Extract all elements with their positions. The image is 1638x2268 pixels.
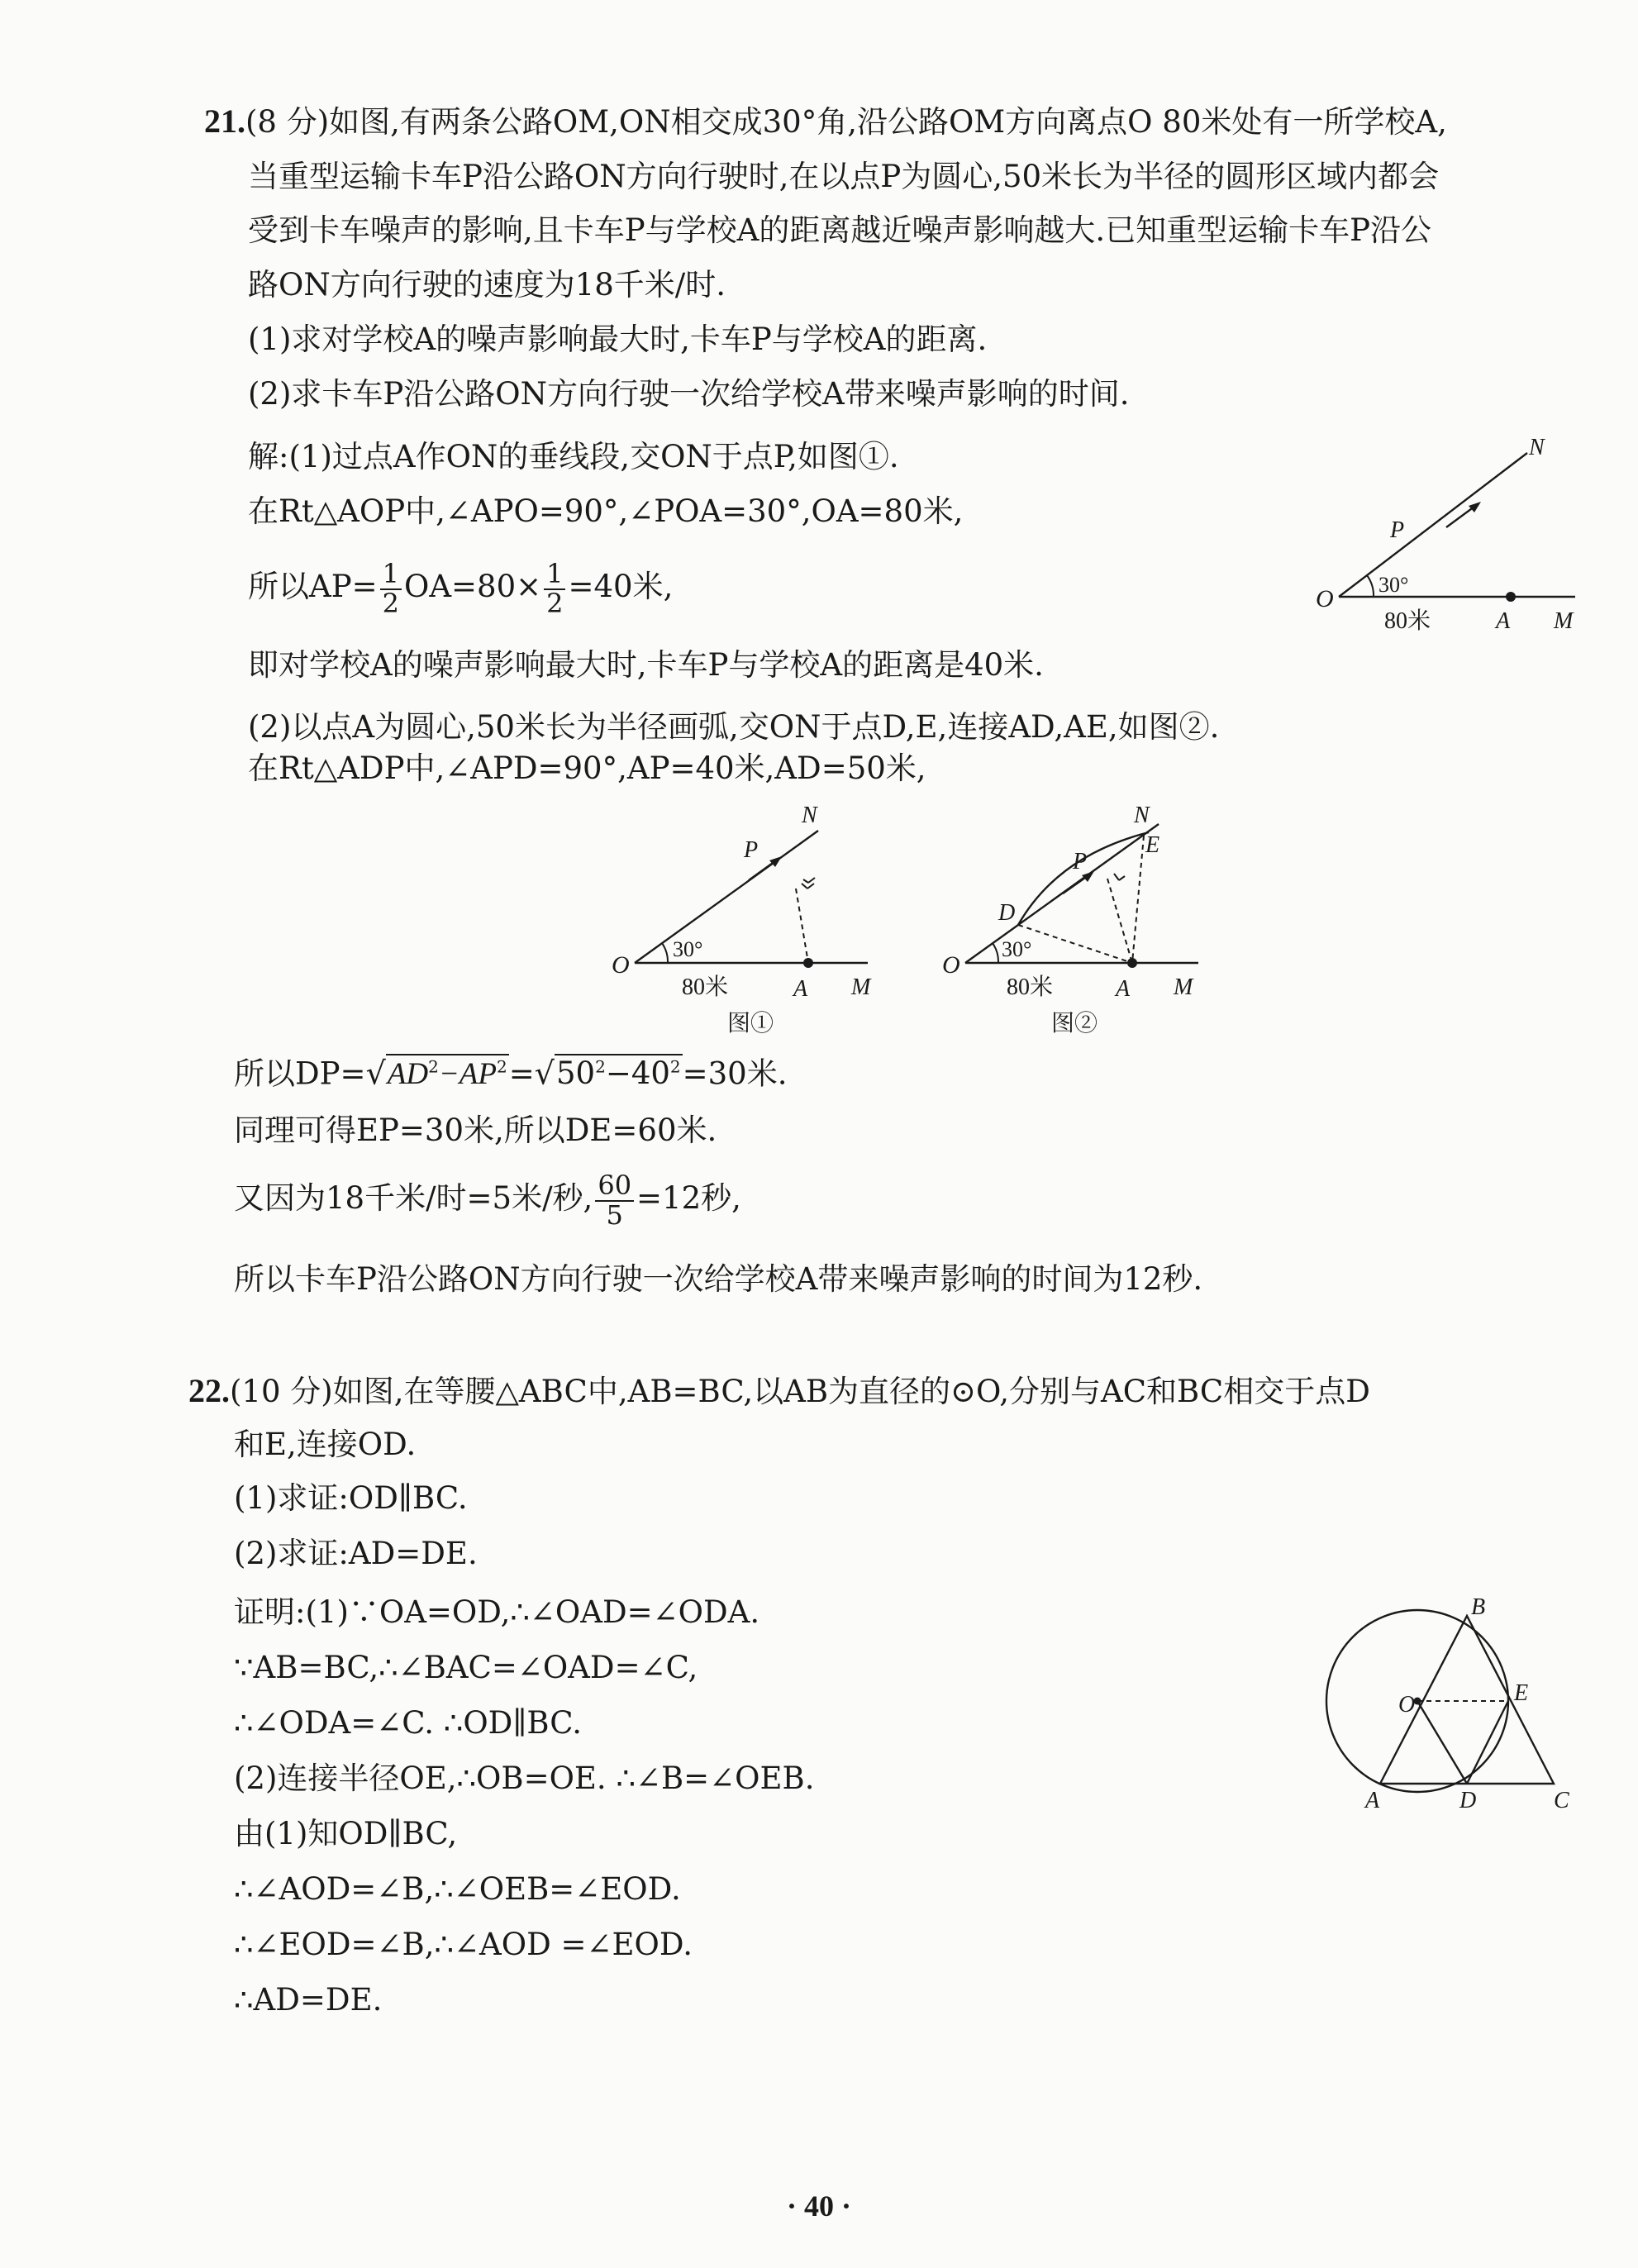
q22-sub-1: (1)求证:OD∥BC.: [234, 1480, 468, 1516]
svg-text:M: M: [1174, 974, 1193, 1000]
caption-2: 图②: [1051, 1011, 1098, 1036]
q22-stem-2: 和E,连接OD.: [234, 1427, 417, 1462]
q22-number: 22.: [188, 1372, 230, 1409]
q21-figures: [595, 798, 1223, 1046]
q21-figure-top: [1306, 430, 1587, 636]
label-p: P: [1390, 517, 1405, 543]
q22-proof-8: ∴AD=DE.: [234, 1982, 383, 2018]
svg-text:D: D: [998, 900, 1016, 926]
svg-text:O: O: [942, 951, 960, 979]
q21-sol-7: 所以$DP=√AD^2-AP^2=√50^2-40^2=30$米.: [234, 1055, 788, 1092]
svg-text:M: M: [851, 974, 871, 1000]
q22-stem-1: 如图,在等腰△ABC中,AB=BC,以AB为直径的⊙O,分别与AC和BC相交于点D: [332, 1374, 1370, 1409]
svg-text:80米: 80米: [1007, 974, 1054, 1000]
svg-text:A: A: [1116, 976, 1131, 1002]
label-n: N: [1529, 435, 1545, 460]
svg-text:30°: 30°: [673, 937, 703, 961]
q22-proof-4: (2)连接半径OE,∴OB=OE. ∴∠B=∠OEB.: [234, 1761, 815, 1796]
label-a: A: [1496, 608, 1511, 634]
label-c: C: [1554, 1788, 1569, 1813]
fraction-60-5: $\frac{60}{5}$: [595, 1172, 634, 1229]
q22-figure: [1322, 1591, 1603, 1814]
figure-2: [942, 803, 1198, 1036]
q21-stem-3: 受到卡车噪声的影响,且卡车P与学校A的距离越近噪声影响越大.已知重型运输卡车P沿公: [248, 212, 1432, 248]
caption-1: 图①: [727, 1011, 774, 1036]
q21-sol-2: 在Rt△AOP中,∠APO=90°,∠POA=30°,OA=80米,: [248, 493, 964, 529]
q22-proof-2: ∵AB=BC,∴∠BAC=∠OAD=∠C,: [234, 1650, 698, 1685]
q21-sol-9: 又因为18千米/时=5米/秒, $\frac{60}{5}$ =12秒,: [234, 1170, 741, 1231]
q22-proof-5: 由(1)知OD∥BC,: [234, 1816, 458, 1851]
q21-sol-3: [248, 560, 673, 617]
q21-number: 21.: [204, 102, 245, 140]
svg-text:P: P: [1073, 849, 1088, 874]
q21-sub-1: (1)求对学校A的噪声影响最大时,卡车P与学校A的距离.: [248, 322, 988, 357]
q21-stem-2: 当重型运输卡车P沿公路ON方向行驶时,在以点P为圆心,50米长为半径的圆形区域内都会: [248, 159, 1440, 194]
sqrt-1: $AD^2-AP^2$: [386, 1054, 509, 1091]
label-angle: 30°: [1378, 573, 1409, 597]
label-b: B: [1471, 1594, 1486, 1620]
svg-text:O: O: [612, 951, 630, 979]
q21-ap-head: 所以AP=: [248, 569, 378, 605]
fraction-half-2: $\frac{1}{2}$: [544, 560, 565, 617]
label-dist: 80米: [1384, 608, 1431, 634]
q21-score: (8 分): [245, 104, 330, 140]
q21-sol-8: 同理可得EP=30米,所以DE=60米.: [234, 1113, 717, 1148]
q21-sol-6: 在Rt△ADP中,∠APD=90°,AP=40米,AD=50米,: [248, 750, 926, 786]
school-a-dot: [1506, 592, 1516, 602]
q21-stem-4: 路ON方向行驶的速度为18千米/时.: [248, 267, 726, 303]
q21-sol-10: 所以卡车P沿公路ON方向行驶一次给学校A带来噪声影响的时间为12秒.: [234, 1261, 1203, 1297]
q21-ap-tail: =40米,: [568, 569, 674, 605]
q21-stem-1: 如图,有两条公路OM,ON相交成30°角,沿公路OM方向离点O 80米处有一所学校A,: [329, 104, 1447, 140]
fraction-half: $\frac{1}{2}$: [380, 560, 402, 617]
q22-proof-6: ∴∠AOD=∠B,∴∠OEB=∠EOD.: [234, 1871, 681, 1907]
q22-proof-7: ∴∠EOD=∠B,∴∠AOD =∠EOD.: [234, 1927, 693, 1962]
label-e: E: [1514, 1680, 1529, 1706]
q21-sub-2: (2)求卡车P沿公路ON方向行驶一次给学校A带来噪声影响的时间.: [248, 376, 1130, 412]
q22-line-1: [188, 1372, 1370, 1411]
q22-sub-2: (2)求证:AD=DE.: [234, 1536, 478, 1571]
q22-proof-3: ∴∠ODA=∠C. ∴OD∥BC.: [234, 1705, 583, 1741]
figure-1: [612, 803, 872, 1036]
q21-sol-1: 解:(1)过点A作ON的垂线段,交ON于点P,如图①.: [248, 439, 899, 474]
q21-ap-mid: OA=80×: [403, 569, 542, 605]
q22-score: (10 分): [230, 1374, 333, 1409]
q21-line-1: [204, 102, 1447, 141]
svg-text:A: A: [793, 976, 808, 1002]
svg-text:N: N: [1134, 803, 1150, 828]
page-number: · 40 ·: [786, 2189, 851, 2223]
svg-text:80米: 80米: [682, 974, 729, 1000]
label-o2: O: [1398, 1692, 1416, 1718]
svg-text:E: E: [1145, 832, 1160, 858]
svg-text:30°: 30°: [1002, 937, 1032, 961]
label-o: O: [1316, 585, 1334, 612]
label-m: M: [1554, 608, 1574, 634]
q21-sol-5: (2)以点A为圆心,50米长为半径画弧,交ON于点D,E,连接AD,AE,如图②.: [248, 709, 1220, 745]
angle-arc: [1367, 575, 1374, 597]
sqrt-2: $50^2-40^2$: [555, 1055, 681, 1092]
label-d: D: [1459, 1788, 1477, 1813]
q22-proof-1: 证明:(1)∵OA=OD,∴∠OAD=∠ODA.: [234, 1594, 760, 1630]
q21-sol-4: 即对学校A的噪声影响最大时,卡车P与学校A的距离是40米.: [248, 647, 1044, 683]
label-a2: A: [1365, 1788, 1380, 1813]
svg-text:P: P: [744, 837, 759, 863]
svg-text:N: N: [802, 803, 817, 828]
